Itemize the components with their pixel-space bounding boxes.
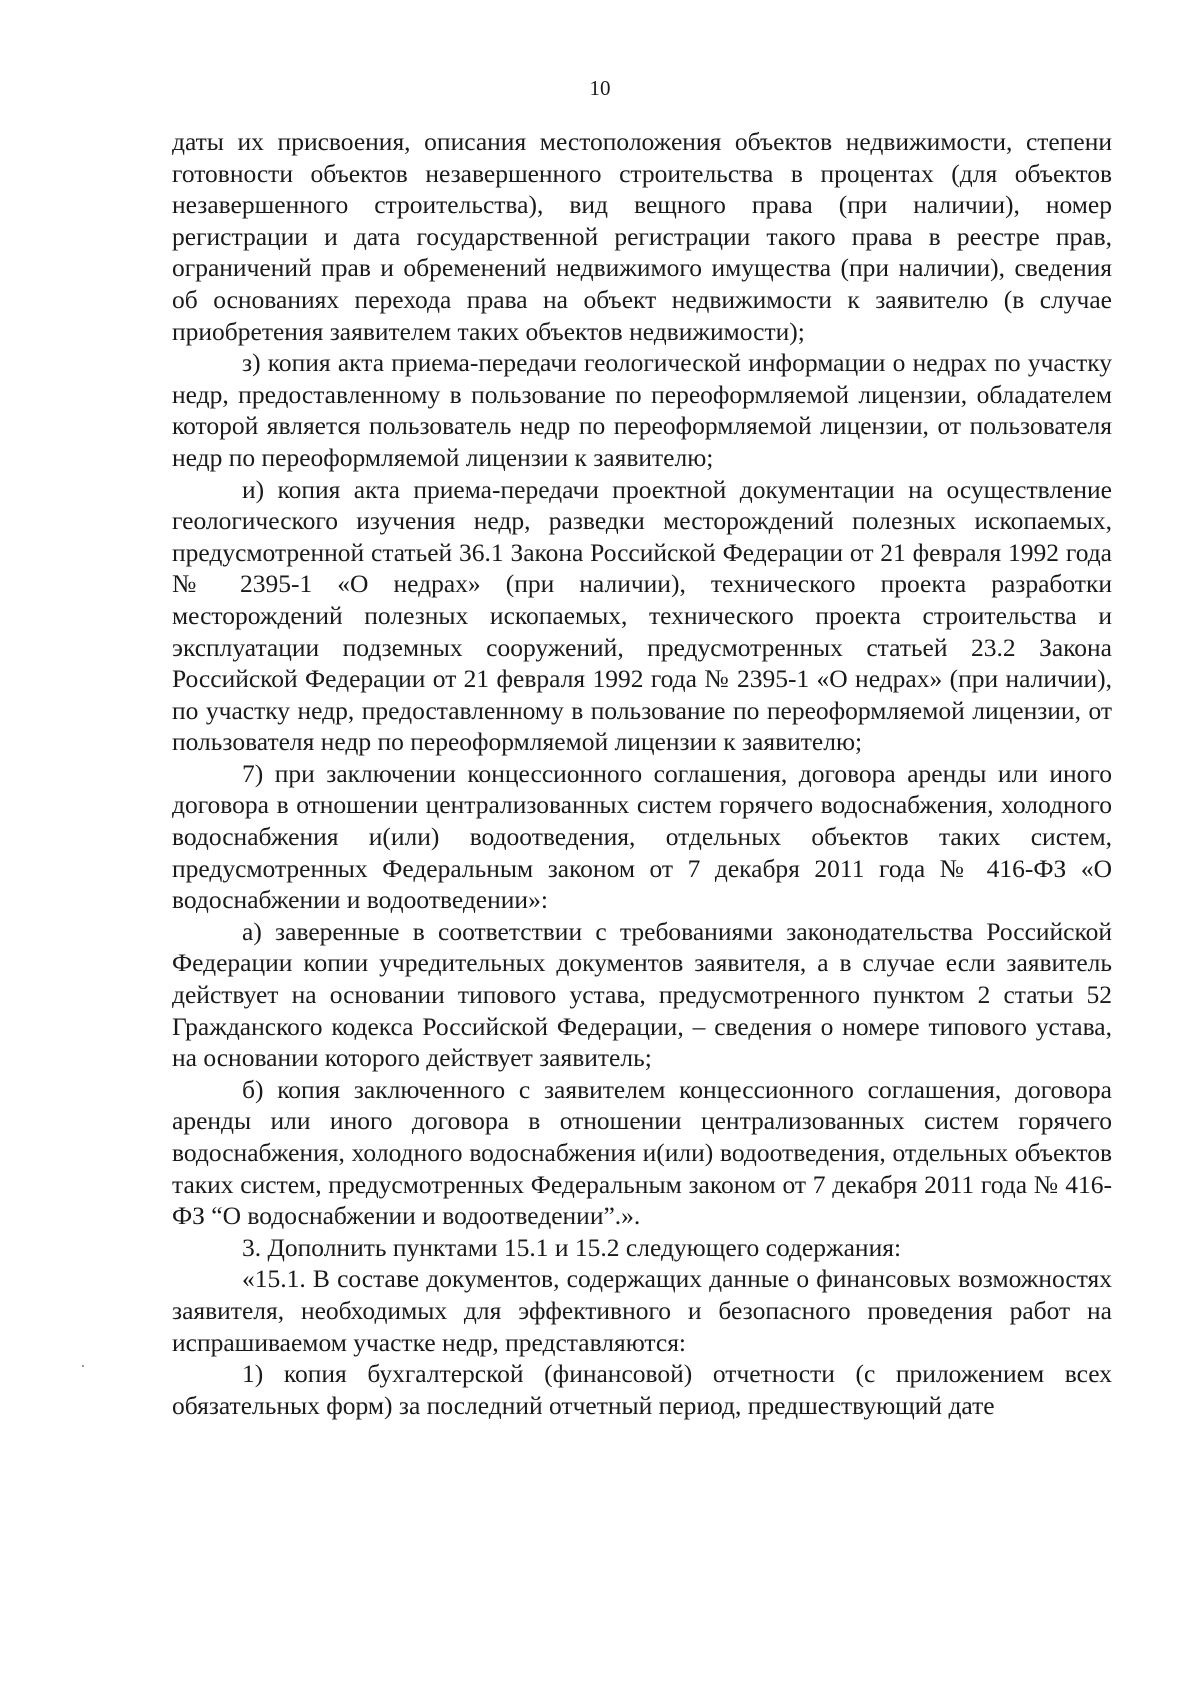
paragraph-continuation: даты их присвоения, описания местоположения объектов недвижимости, степени готовности объектов незавершенного строительства в процентах (для объектов незавершенного строительства), вид вещного права (при наличии), номер регистрации и дата государственной регистрации такого права в реестре прав, ограничений прав и обременений недвижимого имущества (при наличии), сведения об основаниях перехода права на объект недвижимости к заявителю (в случае приобретения заявителем таких объектов недвижимости); — [172, 127, 1112, 346]
paragraph-item-i: и) копия акта приема-передачи проектной документации на осуществление геологического изучения недр, разведки месторождений полезных ископаемых, предусмотренной статьей 36.1 Закона Российской Федерации от 21 февраля 1992 года № 2395-1 «О недрах» (при наличии), технического проекта разработки месторождений полезных ископаемых, технического проекта строительства и эксплуатации подземных сооружений, предусмотренных статьей 23.2 Закона Российской Федерации от 21 февраля 1992 года № 2395-1 «О недрах» (при наличии), по участку недр, предоставленному в пользование по переоформляемой лицензии, от пользователя недр по переоформляемой лицензии к заявителю; — [172, 474, 1112, 757]
paragraph-item-a: а) заверенные в соответствии с требованиями законодательства Российской Федерации копии учредительных документов заявителя, а в случае если заявитель действует на основании типового устава, предусмотренного пунктом 2 статьи 52 Гражданского кодекса Российской Федерации, – сведения о номере типового устава, на основании которого действует заявитель; — [172, 916, 1112, 1073]
document-body — [172, 126, 1112, 1421]
paragraph-item-z: з) копия акта приема-передачи геологической информации о недрах по участку недр, предоставленному в пользование по переоформляемой лицензии, обладателем которой является пользователь недр по переоформляемой лицензии, от пользователя недр по переоформляемой лицензии к заявителю; — [172, 348, 1112, 472]
page-number: 10 — [589, 76, 611, 100]
paragraph-item-b: б) копия заключенного с заявителем концессионного соглашения, договора аренды или иного договора в отношении централизованных систем горячего водоснабжения, холодного водоснабжения и(или) водоотведения, отдельных объектов таких систем, предусмотренных Федеральным законом от 7 декабря 2011 года № 416-ФЗ “О водоснабжении и водоотведении”.». — [172, 1074, 1112, 1231]
paragraph-item-15-1: «15.1. В составе документов, содержащих данные о финансовых возможностях заявителя, необходимых для эффективного и безопасного проведения работ на испрашиваемом участке недр, представляются: — [172, 1264, 1112, 1357]
scan-speck — [82, 1365, 84, 1367]
paragraph-item-1: 1) копия бухгалтерской (финансовой) отчетности (с приложением всех обязательных форм) за последний отчетный период, предшествующий дате — [172, 1359, 1112, 1420]
paragraph-item-7: 7) при заключении концессионного соглашения, договора аренды или иного договора в отношении централизованных систем горячего водоснабжения, холодного водоснабжения и(или) водоотведения, отдельных объектов таких систем, предусмотренных Федеральным законом от 7 декабря 2011 года № 416-ФЗ «О водоснабжении и водоотведении»: — [172, 758, 1112, 915]
paragraph-item-3: 3. Дополнить пунктами 15.1 и 15.2 следующего содержания: — [242, 1232, 902, 1262]
